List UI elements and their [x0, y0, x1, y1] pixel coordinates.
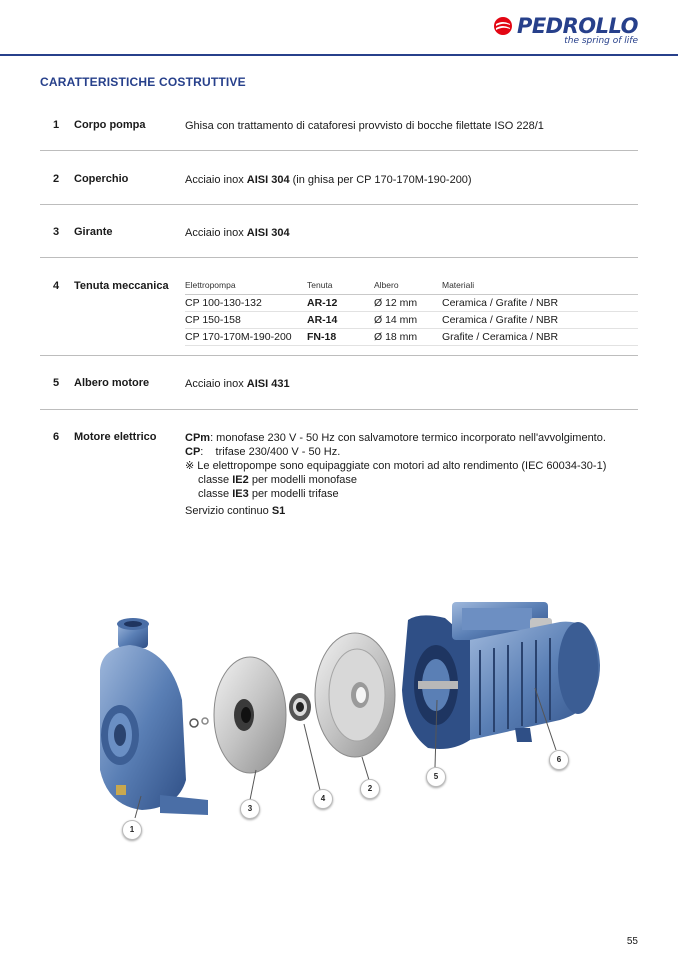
pump-body [100, 618, 208, 815]
electric-motor [402, 602, 600, 749]
row-divider [40, 409, 638, 410]
value-note: (in ghisa per CP 170-170M-190-200) [289, 174, 472, 186]
duty-class: S1 [271, 505, 286, 517]
row-number: 1 [53, 119, 60, 131]
callout-2: 2 [360, 779, 380, 799]
brand-logo [493, 14, 638, 46]
row-number: 5 [53, 377, 60, 389]
motor-cpm-line [185, 431, 638, 445]
cell-materials: Ceramica / Grafite / NBR [442, 312, 638, 329]
row-number: 3 [53, 226, 60, 238]
row-value [185, 377, 638, 391]
table-row [185, 295, 638, 312]
pump-cover [315, 633, 395, 757]
row-label: Albero motore [74, 377, 150, 389]
ie3-post: per modelli trifase [248, 488, 339, 500]
row-label: Motore elettrico [74, 431, 157, 443]
cell-seal: FN-18 [307, 329, 374, 346]
callout-5: 5 [426, 767, 446, 787]
header-rule [0, 54, 678, 56]
ie2-class: IE2 [232, 474, 249, 486]
col-header: Tenuta [307, 278, 374, 295]
motor-ie3-line [185, 487, 638, 501]
exploded-pump-illustration [0, 560, 678, 860]
page-number: 55 [626, 936, 638, 947]
row-divider [40, 204, 638, 205]
brand-name: PEDROLLO [516, 14, 638, 38]
row-label: Coperchio [74, 173, 129, 185]
table-row [185, 312, 638, 329]
cell-shaft: Ø 14 mm [374, 312, 442, 329]
row-divider [40, 355, 638, 356]
row-label: Tenuta meccanica [74, 280, 169, 292]
motor-cpm-text: : monofase 230 V - 50 Hz con salvamotore termico incorporato nell'avvolgimento. [210, 432, 606, 444]
ie2-pre: classe [198, 474, 233, 486]
seal-table [185, 278, 638, 346]
table-row [185, 329, 638, 346]
brand-tagline: the spring of life [564, 36, 638, 46]
leader-line-3 [250, 770, 256, 800]
callout-3: 3 [240, 799, 260, 819]
ie2-post: per modelli monofase [248, 474, 357, 486]
cell-model: CP 100-130-132 [185, 295, 307, 312]
motor-cpm-label: CPm [185, 432, 211, 444]
row-label: Girante [74, 226, 113, 238]
row-divider [40, 150, 638, 151]
cell-materials: Ceramica / Grafite / NBR [442, 295, 638, 312]
motor-cp-text: : trifase 230/400 V - 50 Hz. [200, 446, 341, 458]
mechanical-seal [289, 693, 311, 721]
col-header: Albero [374, 278, 442, 295]
seal-table-wrap [185, 278, 638, 346]
value-text: Acciaio inox [185, 174, 247, 186]
callout-6: 6 [549, 750, 569, 770]
leader-line-4 [304, 724, 320, 790]
leader-line-2 [362, 757, 369, 780]
impeller [214, 657, 286, 773]
value-material: AISI 304 [246, 227, 290, 239]
row-value: Ghisa con trattamento di cataforesi provvisto di bocche filettate ISO 228/1 [185, 120, 544, 132]
callout-4: 4 [313, 789, 333, 809]
cell-seal: AR-12 [307, 295, 374, 312]
seal-table-header [185, 278, 638, 295]
col-header: Materiali [442, 278, 638, 295]
row-divider [40, 257, 638, 258]
cell-materials: Grafite / Ceramica / NBR [442, 329, 638, 346]
motor-details [185, 431, 638, 518]
row-number: 2 [53, 173, 60, 185]
row-number: 6 [53, 431, 60, 443]
motor-cp-label: CP [185, 446, 201, 458]
duty-pre: Servizio continuo [185, 505, 272, 517]
motor-efficiency-note: ※ Le elettropompe sono equipaggiate con motori ad alto rendimento (IEC 60034-30-1) [185, 460, 607, 472]
value-material: AISI 431 [246, 378, 290, 390]
value-text: Acciaio inox [185, 227, 247, 239]
value-text: Acciaio inox [185, 378, 247, 390]
cell-shaft: Ø 12 mm [374, 295, 442, 312]
motor-duty-line [185, 504, 638, 518]
cell-shaft: Ø 18 mm [374, 329, 442, 346]
ie3-pre: classe [198, 488, 233, 500]
row-value [185, 226, 638, 240]
row-number: 4 [53, 280, 60, 292]
motor-ie2-line [185, 473, 638, 487]
ie3-class: IE3 [232, 488, 249, 500]
cell-model: CP 170-170M-190-200 [185, 329, 307, 346]
cell-seal: AR-14 [307, 312, 374, 329]
col-header: Elettropompa [185, 278, 307, 295]
cell-model: CP 150-158 [185, 312, 307, 329]
row-label: Corpo pompa [74, 119, 146, 131]
section-title: CARATTERISTICHE COSTRUTTIVE [40, 75, 246, 89]
value-material: AISI 304 [246, 174, 290, 186]
motor-cp-line [185, 445, 638, 459]
brand-mark-icon [493, 16, 513, 36]
row-value [185, 173, 638, 187]
callout-1: 1 [122, 820, 142, 840]
